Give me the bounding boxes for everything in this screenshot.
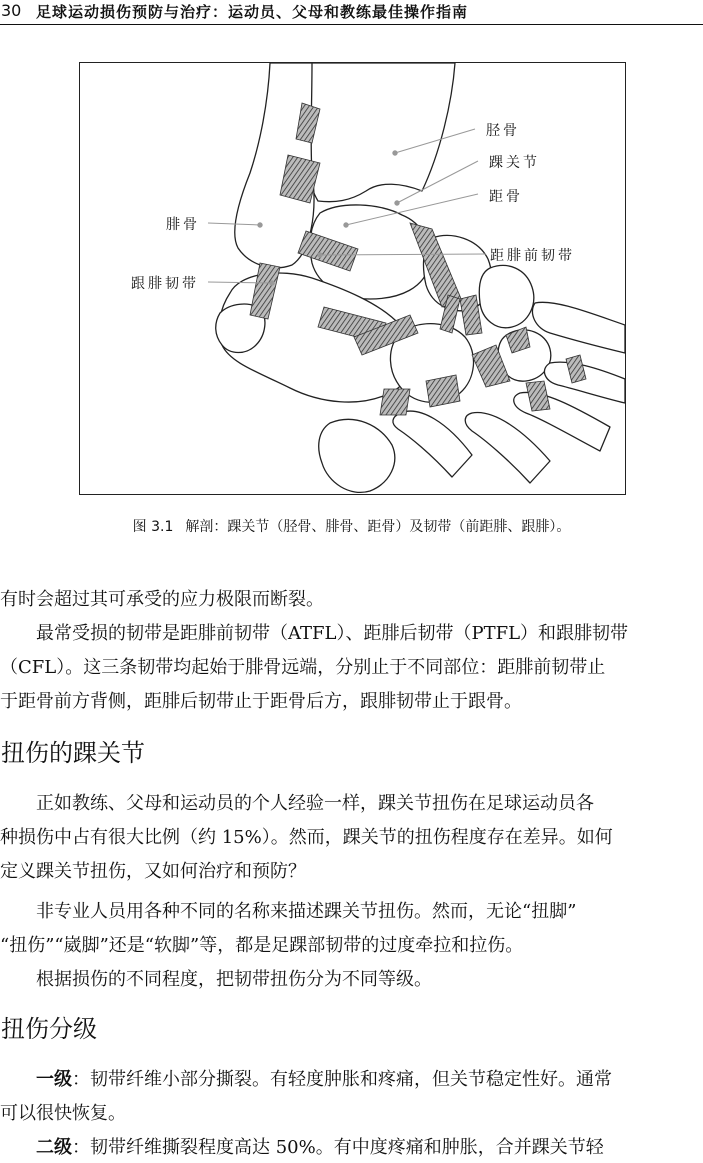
metatarsal-5 — [393, 411, 472, 477]
paragraph-line: 非专业人员用各种不同的名称来描述踝关节扭伤。然而，无论“扭脚” — [0, 901, 577, 922]
figure-caption — [0, 516, 703, 536]
header-rule — [0, 24, 703, 25]
paragraph-line: 正如教练、父母和运动员的个人经验一样，踝关节扭伤在足球运动员各 — [0, 793, 594, 814]
lower-bone-segment — [319, 419, 395, 492]
caption-text: 解剖：踝关节（胫骨、腓骨、距骨）及韧带（前距腓、跟腓）。 — [185, 519, 571, 535]
ligament-dorsal-6 — [380, 389, 410, 415]
paragraph-line: 种损伤中占有很大比例（约 15%）。然而，踝关节的扭伤程度存在差异。如何 — [0, 827, 613, 848]
label-talus: 距骨 — [489, 189, 523, 205]
grade-2-line — [0, 1134, 703, 1162]
grade-2-label: 二级 — [36, 1137, 72, 1158]
paragraph-line: 定义踝关节扭伤，又如何治疗和预防？ — [0, 861, 306, 882]
paragraph-line: 最常受损的韧带是距腓前韧带（ATFL）、距腓后韧带（PTFL）和跟腓韧带 — [0, 623, 629, 644]
paragraph-line: 可以很快恢复。 — [0, 1103, 126, 1124]
ligament-dorsal-5 — [426, 375, 460, 407]
metatarsal-2 — [544, 362, 625, 403]
paragraph-line: 根据损伤的不同程度，把韧带扭伤分为不同等级。 — [0, 969, 432, 990]
label-atfl: 距腓前韧带 — [490, 248, 575, 264]
label-tibia: 胫骨 — [486, 123, 520, 139]
section-heading-sprain-grades: 扭伤分级 — [1, 1015, 97, 1043]
paragraph-line: 有时会超过其可承受的应力极限而断裂。 — [0, 589, 324, 610]
grade-1-line — [0, 1066, 703, 1094]
metatarsal-4 — [465, 413, 550, 483]
label-fibula: 腓骨 — [166, 217, 200, 233]
label-cfl: 跟腓韧带 — [131, 276, 199, 292]
label-ankle: 踝关节 — [489, 155, 540, 171]
paragraph-line: 于距骨前方背侧，距腓后韧带止于距骨后方，跟腓韧带止于跟骨。 — [0, 691, 522, 712]
grade-2-text: ：韧带纤维撕裂程度高达 50%。有中度疼痛和肿胀，合并踝关节轻 — [72, 1137, 604, 1158]
paragraph-line: （CFL）。这三条韧带均起始于腓骨远端，分别止于不同部位：距腓前韧带止 — [0, 657, 606, 678]
cuneiform-1 — [479, 265, 533, 327]
section-heading-sprained-ankle: 扭伤的踝关节 — [1, 739, 145, 767]
page-number: 30 — [1, 1, 22, 20]
paragraph-line: “扭伤”“崴脚”还是“软脚”等，都是足踝部韧带的过度牵拉和拉伤。 — [0, 935, 524, 956]
caption-number: 图 3.1 — [132, 519, 174, 535]
running-header — [0, 0, 703, 26]
grade-1-text: ：韧带纤维小部分撕裂。有轻度肿胀和疼痛，但关节稳定性好。通常 — [72, 1069, 612, 1090]
grade-1-label: 一级 — [36, 1069, 72, 1090]
book-title: 足球运动损伤预防与治疗：运动员、父母和教练最佳操作指南 — [36, 3, 469, 21]
